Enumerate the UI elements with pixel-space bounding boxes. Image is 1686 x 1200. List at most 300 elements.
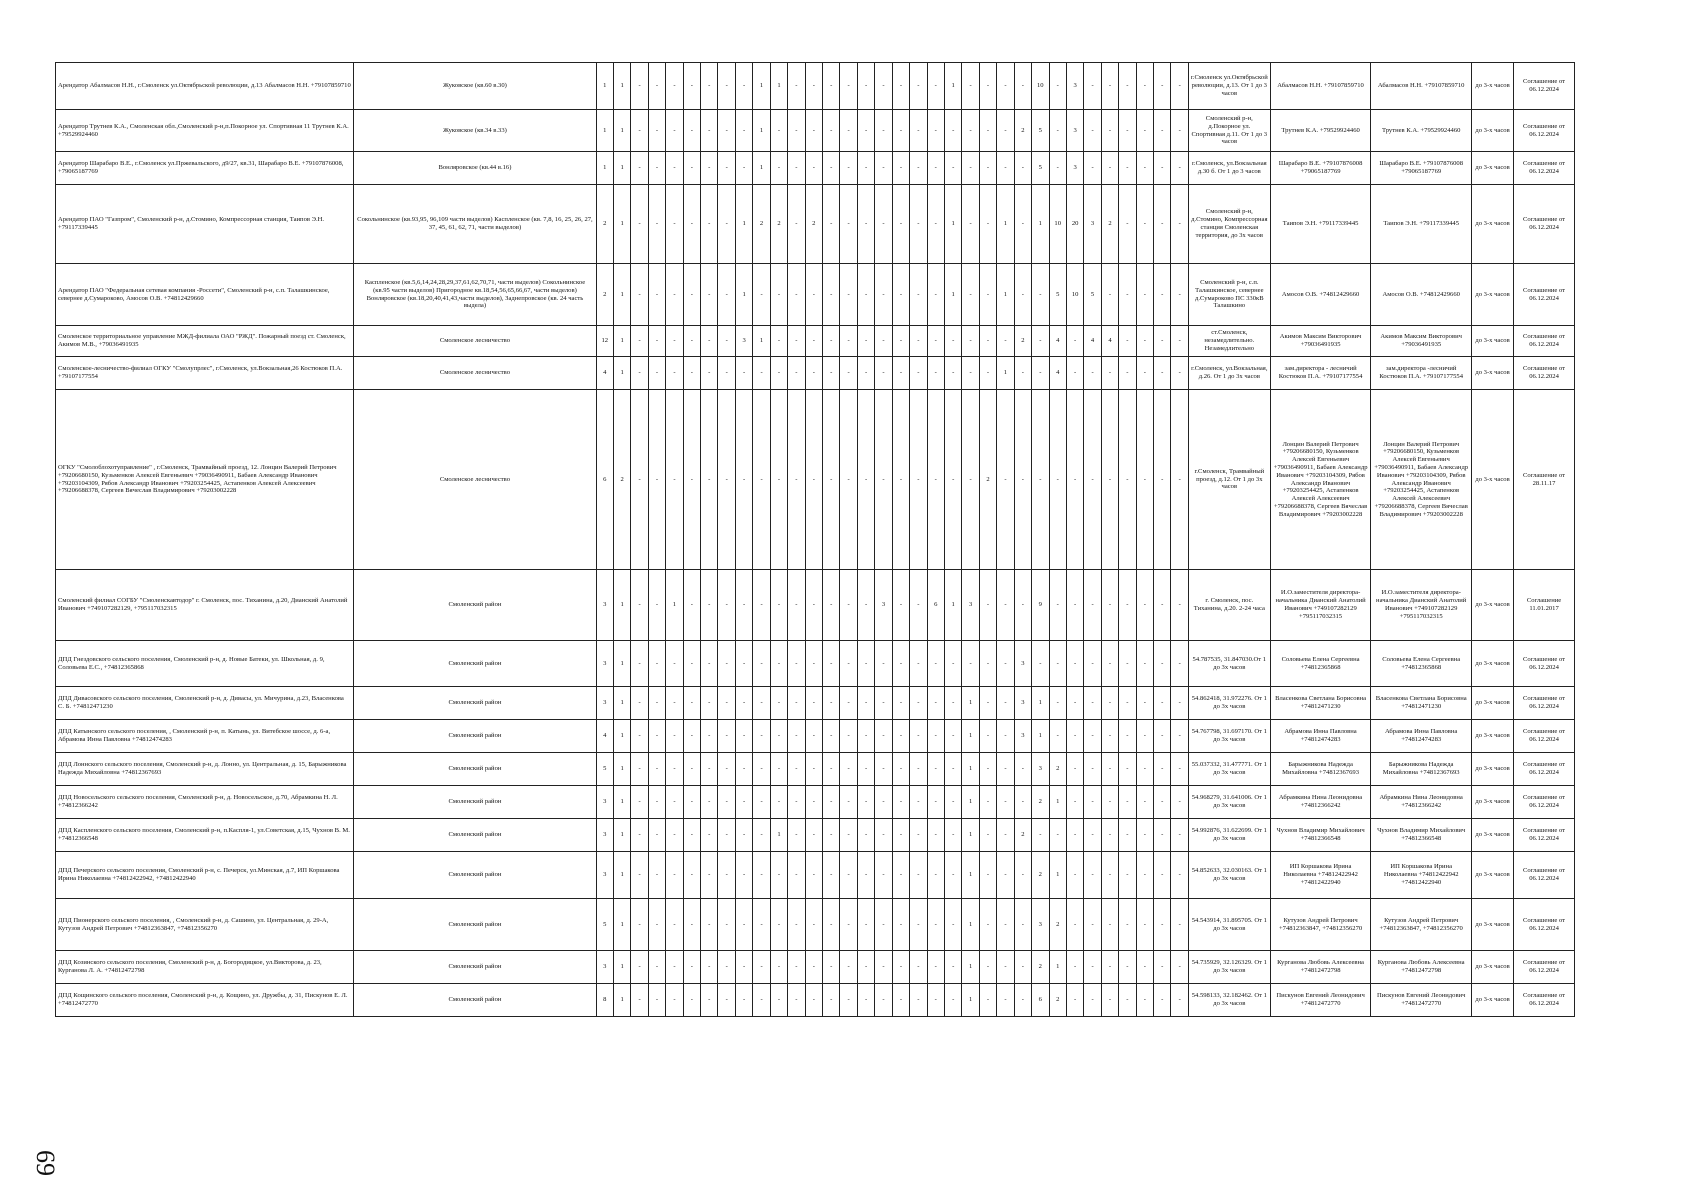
count-cell: -	[1119, 984, 1136, 1017]
table-row	[56, 641, 1575, 687]
count-cell: -	[962, 326, 979, 357]
count-cell: -	[666, 951, 683, 984]
count-cell: -	[805, 390, 822, 570]
count-cell: -	[944, 720, 961, 753]
document-cell: Соглашение от 06.12.2024	[1514, 753, 1575, 786]
responsible-cell: Пискунов Евгений Леонидович +74812472770	[1270, 984, 1371, 1017]
count-cell: -	[631, 185, 648, 264]
count-cell: 1	[753, 326, 770, 357]
term-cell: до 3-х часов	[1471, 110, 1513, 152]
count-cell: -	[735, 641, 752, 687]
count-cell: 2	[1032, 786, 1049, 819]
count-cell: -	[823, 899, 840, 951]
location-cell: Смоленский район	[354, 570, 596, 641]
count-cell: 10	[1032, 63, 1049, 110]
count-cell: -	[753, 786, 770, 819]
count-cell: -	[735, 110, 752, 152]
contact-cell: Лонцин Валерий Петрович +79206680150, Кузьменков Алексей Евгеньевич +79036490911, Бабаев Александр Иванович +79203104309, Рябов Александр Иванович +79203254425, Астапенков Алексей Алексеевич +79206688378, Сергеев Вячеслав Владимирович +79203002228	[1371, 390, 1472, 570]
count-cell: -	[683, 63, 700, 110]
count-cell: -	[648, 357, 665, 390]
count-cell: -	[1154, 264, 1171, 326]
count-cell: -	[892, 641, 909, 687]
count-cell: -	[1119, 819, 1136, 852]
count-cell: -	[718, 185, 735, 264]
count-cell: -	[979, 185, 996, 264]
count-cell: -	[701, 185, 718, 264]
count-cell: -	[805, 899, 822, 951]
location-cell: Смоленское лесничество	[354, 357, 596, 390]
count-cell: -	[1014, 185, 1031, 264]
count-cell: -	[1101, 899, 1118, 951]
count-cell: -	[823, 110, 840, 152]
count-cell: -	[927, 185, 944, 264]
count-cell: -	[1101, 951, 1118, 984]
count-cell: -	[823, 720, 840, 753]
count-cell: -	[701, 264, 718, 326]
count-cell: 1	[613, 786, 630, 819]
count-cell: -	[1014, 951, 1031, 984]
count-cell: -	[875, 720, 892, 753]
count-cell: -	[997, 641, 1014, 687]
count-cell: 3	[596, 786, 613, 819]
count-cell: -	[1154, 819, 1171, 852]
count-cell: 3	[735, 326, 752, 357]
count-cell: -	[1084, 852, 1101, 899]
count-cell: -	[1136, 753, 1153, 786]
count-cell: -	[1154, 951, 1171, 984]
count-cell: -	[718, 951, 735, 984]
count-cell: -	[857, 951, 874, 984]
count-cell: -	[1066, 570, 1083, 641]
count-cell: -	[944, 152, 961, 185]
count-cell: 1	[944, 570, 961, 641]
count-cell: -	[683, 687, 700, 720]
count-cell: -	[1154, 152, 1171, 185]
count-cell: -	[1119, 63, 1136, 110]
count-cell: -	[805, 720, 822, 753]
organization-cell: ДПД Лоннского сельского поселения, Смоленский р-н, д. Лонно, ул. Центральная, д. 15, Барыжникова Надежда Михайловна +74812367693	[56, 753, 354, 786]
count-cell: -	[997, 819, 1014, 852]
count-cell: -	[979, 264, 996, 326]
count-cell: 1	[962, 786, 979, 819]
count-cell: -	[631, 753, 648, 786]
count-cell: 1	[613, 264, 630, 326]
count-cell: -	[997, 390, 1014, 570]
count-cell: -	[788, 852, 805, 899]
count-cell: -	[770, 687, 787, 720]
count-cell: -	[875, 899, 892, 951]
count-cell: -	[1084, 753, 1101, 786]
term-cell: до 3-х часов	[1471, 641, 1513, 687]
count-cell: 1	[613, 753, 630, 786]
count-cell: -	[875, 819, 892, 852]
term-cell: до 3-х часов	[1471, 753, 1513, 786]
count-cell: -	[631, 786, 648, 819]
count-cell: -	[666, 357, 683, 390]
count-cell: -	[718, 720, 735, 753]
count-cell: -	[892, 264, 909, 326]
count-cell: -	[875, 185, 892, 264]
count-cell: 1	[997, 264, 1014, 326]
count-cell: -	[857, 110, 874, 152]
count-cell: -	[910, 63, 927, 110]
organization-cell: ДПД Катынского сельского поселения, , Смоленский р-н, п. Катынь, ул. Витебское шоссе, д. 6-а, Абрамова Инна Павловна +74812474283	[56, 720, 354, 753]
count-cell: 2	[596, 185, 613, 264]
count-cell: 10	[1049, 185, 1066, 264]
count-cell: -	[892, 110, 909, 152]
count-cell: -	[648, 753, 665, 786]
count-cell: -	[892, 984, 909, 1017]
count-cell: -	[840, 641, 857, 687]
count-cell: -	[683, 326, 700, 357]
count-cell: -	[979, 786, 996, 819]
count-cell: -	[1136, 326, 1153, 357]
contact-cell: Кутузов Андрей Петрович +74812363847, +74812356270	[1371, 899, 1472, 951]
count-cell: -	[788, 185, 805, 264]
document-cell: Соглашение от 06.12.2024	[1514, 720, 1575, 753]
count-cell: -	[892, 63, 909, 110]
table-row	[56, 185, 1575, 264]
count-cell: 1	[962, 819, 979, 852]
count-cell: 1	[944, 63, 961, 110]
location-cell: Смоленский район	[354, 720, 596, 753]
count-cell: 5	[596, 753, 613, 786]
table-row	[56, 687, 1575, 720]
count-cell: -	[962, 264, 979, 326]
count-cell: -	[1101, 687, 1118, 720]
count-cell: -	[840, 899, 857, 951]
count-cell: -	[1154, 390, 1171, 570]
count-cell: -	[753, 720, 770, 753]
count-cell: -	[875, 63, 892, 110]
count-cell: -	[962, 357, 979, 390]
count-cell: -	[805, 819, 822, 852]
count-cell: -	[910, 152, 927, 185]
count-cell: 1	[962, 720, 979, 753]
count-cell: -	[1171, 110, 1188, 152]
count-cell: -	[944, 984, 961, 1017]
count-cell: -	[875, 357, 892, 390]
count-cell: -	[1119, 641, 1136, 687]
count-cell: 12	[596, 326, 613, 357]
table-row	[56, 819, 1575, 852]
count-cell: -	[997, 326, 1014, 357]
count-cell: 2	[613, 390, 630, 570]
count-cell: -	[1136, 687, 1153, 720]
count-cell: -	[1171, 819, 1188, 852]
count-cell: -	[1154, 852, 1171, 899]
responsible-cell: Шарабаро В.Е. +79107876008 +79065187769	[1270, 152, 1371, 185]
responsible-cell: И.О.заместителя директора-начальника Дианский Анатолий Иванович +749107282129 +795117032315	[1270, 570, 1371, 641]
table-row	[56, 110, 1575, 152]
count-cell: -	[892, 852, 909, 899]
count-cell: -	[666, 641, 683, 687]
count-cell: -	[1049, 152, 1066, 185]
count-cell: -	[1066, 753, 1083, 786]
responsible-cell: Амосов О.В. +74812429660	[1270, 264, 1371, 326]
count-cell: -	[701, 357, 718, 390]
count-cell: -	[735, 720, 752, 753]
count-cell: 1	[735, 264, 752, 326]
count-cell: -	[683, 390, 700, 570]
contact-cell: Курганова Любовь Алексеевна +74812472798	[1371, 951, 1472, 984]
count-cell: -	[1101, 753, 1118, 786]
count-cell: -	[666, 753, 683, 786]
count-cell: 1	[613, 185, 630, 264]
count-cell: 1	[735, 185, 752, 264]
term-cell: до 3-х часов	[1471, 786, 1513, 819]
count-cell: -	[770, 641, 787, 687]
count-cell: -	[1154, 786, 1171, 819]
location-cell: Жуковское (кв.34 в.33)	[354, 110, 596, 152]
count-cell: -	[875, 687, 892, 720]
count-cell: -	[979, 720, 996, 753]
count-cell: -	[631, 357, 648, 390]
count-cell: -	[944, 951, 961, 984]
count-cell: -	[805, 951, 822, 984]
count-cell: -	[683, 786, 700, 819]
count-cell: -	[805, 753, 822, 786]
count-cell: -	[997, 984, 1014, 1017]
count-cell: -	[892, 951, 909, 984]
count-cell: -	[1084, 984, 1101, 1017]
document-cell: Соглашение от 06.12.2024	[1514, 264, 1575, 326]
count-cell: 3	[1014, 687, 1031, 720]
count-cell: -	[979, 326, 996, 357]
count-cell: -	[718, 326, 735, 357]
organization-cell: Смоленское территориальное управление МЖД-филиала ОАО "РЖД". Пожарный поезд ст. Смоленск, Акимов М.В., +79036491935	[56, 326, 354, 357]
count-cell: -	[979, 984, 996, 1017]
count-cell: -	[857, 390, 874, 570]
document-cell: Соглашение 11.01.2017	[1514, 570, 1575, 641]
count-cell: -	[944, 390, 961, 570]
count-cell: -	[1154, 984, 1171, 1017]
count-cell: -	[997, 753, 1014, 786]
count-cell: -	[997, 63, 1014, 110]
count-cell: 1	[613, 687, 630, 720]
count-cell: -	[1084, 357, 1101, 390]
organization-cell: Арендатор Абалмасов Н.Н., г.Смоленск ул.Октябрьской революции, д.13 Абалмасов Н.Н. +79107859710	[56, 63, 354, 110]
count-cell: 1	[962, 951, 979, 984]
count-cell: -	[718, 152, 735, 185]
count-cell: -	[1014, 984, 1031, 1017]
count-cell: -	[857, 641, 874, 687]
count-cell: -	[631, 570, 648, 641]
location-cell: Жуковское (кв.60 в.30)	[354, 63, 596, 110]
count-cell: -	[770, 152, 787, 185]
count-cell: 2	[1049, 753, 1066, 786]
count-cell: -	[701, 819, 718, 852]
count-cell: 9	[1032, 570, 1049, 641]
count-cell: -	[857, 687, 874, 720]
contact-cell: Абрамкина Нина Леонидовна +74812366242	[1371, 786, 1472, 819]
count-cell: -	[718, 641, 735, 687]
count-cell: -	[927, 110, 944, 152]
count-cell: 4	[1101, 326, 1118, 357]
term-cell: до 3-х часов	[1471, 63, 1513, 110]
count-cell: 1	[770, 63, 787, 110]
count-cell: -	[1136, 984, 1153, 1017]
count-cell: -	[875, 110, 892, 152]
count-cell: -	[648, 264, 665, 326]
count-cell: -	[910, 570, 927, 641]
organization-cell: ОГКУ "Смолоблохотуправление" , г.Смоленск, Трамвайный проезд, 12. Лонцин Валерий Петрович +79206680150, Кузьменков Алексей Евгеньевич +79036490911, Бабаев Александр Иванович +79203104309, Рябов Александр Иванович +79203254425, Астапенков Алексей Алексеевич +79206688378, Сергеев Вячеслав Владимирович +79203002228	[56, 390, 354, 570]
count-cell: -	[1032, 357, 1049, 390]
address-cell: ст.Смоленск, незамедлительно. Незамедлительно	[1188, 326, 1270, 357]
count-cell: -	[788, 786, 805, 819]
count-cell: -	[648, 951, 665, 984]
count-cell: -	[823, 852, 840, 899]
count-cell: -	[823, 185, 840, 264]
organization-cell: ДПД Дивасовского сельского поселения, Смоленский р-н, д. Дивасы, ул. Мичурина, д.23, Власенкова С. Б. +74812471230	[56, 687, 354, 720]
count-cell: -	[1014, 570, 1031, 641]
count-cell: 3	[1032, 753, 1049, 786]
count-cell: -	[666, 687, 683, 720]
count-cell: -	[648, 63, 665, 110]
responsible-cell: ИП Коршакова Ирина Николаевна +74812422942 +74812422940	[1270, 852, 1371, 899]
organization-cell: ДПД Печерского сельского поселения, Смоленский р-н, с. Печерск, ул.Минская, д.7, ИП Коршакова Ирина Николаевна +74812422942, +74812422940	[56, 852, 354, 899]
count-cell: 1	[944, 185, 961, 264]
count-cell: -	[927, 753, 944, 786]
address-cell: 54.735929, 32.126329. От 1 до 3х часов	[1188, 951, 1270, 984]
count-cell: -	[1084, 899, 1101, 951]
count-cell: -	[910, 720, 927, 753]
count-cell: 3	[1014, 720, 1031, 753]
count-cell: -	[753, 899, 770, 951]
location-cell: Каспленское (кв.5,6,14,24,28,29,37,61,62,70,71, части выделов) Сокольнинское (кв.95 части выделов) Пригородное кв.18,54,56,65,66,67, части выделов) Вонлярoвское (кв.18,20,40,41,43,части выделов), Заднепровское (кв. 24 часть выдела)	[354, 264, 596, 326]
count-cell: -	[735, 899, 752, 951]
count-cell: -	[1136, 152, 1153, 185]
count-cell: -	[962, 390, 979, 570]
count-cell: 3	[1066, 63, 1083, 110]
count-cell: -	[1154, 63, 1171, 110]
organization-cell: ДПД Пионерского сельского поселения, , Смоленский р-н, д. Сашино, ул. Центральная, д. 29-А, Кутузов Андрей Петрович +74812363847, +74812356270	[56, 899, 354, 951]
count-cell: -	[788, 753, 805, 786]
count-cell: 2	[753, 185, 770, 264]
count-cell: -	[1136, 110, 1153, 152]
count-cell: -	[1066, 390, 1083, 570]
count-cell: -	[1154, 753, 1171, 786]
count-cell: 1	[613, 326, 630, 357]
count-cell: -	[701, 326, 718, 357]
count-cell: -	[683, 110, 700, 152]
count-cell: -	[927, 357, 944, 390]
contact-cell: Таипов Э.Н. +79117339445	[1371, 185, 1472, 264]
count-cell: -	[962, 63, 979, 110]
count-cell: -	[979, 63, 996, 110]
count-cell: -	[1049, 110, 1066, 152]
count-cell: -	[1101, 264, 1118, 326]
count-cell: -	[788, 951, 805, 984]
count-cell: -	[701, 951, 718, 984]
count-cell: -	[788, 63, 805, 110]
count-cell: -	[962, 152, 979, 185]
location-cell: Смоленский район	[354, 852, 596, 899]
location-cell: Смоленский район	[354, 786, 596, 819]
count-cell: -	[735, 63, 752, 110]
table-row	[56, 570, 1575, 641]
count-cell: 1	[613, 720, 630, 753]
count-cell: -	[1014, 852, 1031, 899]
responsible-cell: Лонцин Валерий Петрович +79206680150, Кузьменков Алексей Евгеньевич +79036490911, Бабаев Александр Иванович +79203104309, Рябов Александр Иванович +79203254425, Астапенков Алексей Алексеевич +79206688378, Сергеев Вячеслав Владимирович +79203002228	[1270, 390, 1371, 570]
count-cell: -	[666, 984, 683, 1017]
count-cell: 3	[596, 687, 613, 720]
organization-cell: Арендатор Трутнев К.А., Смоленская обл.,Смоленский р-н,п.Покорное ул. Спортивная 11 Трутнев К.А. +79529924460	[56, 110, 354, 152]
count-cell: -	[1171, 326, 1188, 357]
count-cell: -	[631, 687, 648, 720]
count-cell: -	[735, 819, 752, 852]
count-cell: -	[997, 152, 1014, 185]
count-cell: -	[962, 185, 979, 264]
contact-cell: Амосов О.В. +74812429660	[1371, 264, 1472, 326]
count-cell: -	[927, 687, 944, 720]
count-cell: -	[718, 570, 735, 641]
count-cell: -	[927, 819, 944, 852]
count-cell: -	[666, 264, 683, 326]
term-cell: до 3-х часов	[1471, 570, 1513, 641]
count-cell: 1	[596, 152, 613, 185]
count-cell: -	[805, 152, 822, 185]
count-cell: -	[1136, 951, 1153, 984]
count-cell: 1	[962, 687, 979, 720]
count-cell: -	[910, 753, 927, 786]
count-cell: -	[718, 63, 735, 110]
count-cell: 1	[962, 753, 979, 786]
count-cell: -	[1119, 326, 1136, 357]
count-cell: -	[840, 357, 857, 390]
count-cell: -	[701, 152, 718, 185]
table-row	[56, 357, 1575, 390]
count-cell: -	[1119, 786, 1136, 819]
count-cell: -	[875, 390, 892, 570]
address-cell: 54.852633, 32.030163. От 1 до 3х часов	[1188, 852, 1270, 899]
count-cell: -	[1136, 786, 1153, 819]
count-cell: -	[770, 984, 787, 1017]
count-cell: -	[718, 819, 735, 852]
count-cell: -	[648, 687, 665, 720]
count-cell: 1	[613, 110, 630, 152]
term-cell: до 3-х часов	[1471, 984, 1513, 1017]
term-cell: до 3-х часов	[1471, 720, 1513, 753]
count-cell: -	[1049, 687, 1066, 720]
term-cell: до 3-х часов	[1471, 357, 1513, 390]
count-cell: -	[1136, 570, 1153, 641]
count-cell: -	[1171, 984, 1188, 1017]
count-cell: -	[857, 570, 874, 641]
count-cell: -	[631, 110, 648, 152]
count-cell: -	[1084, 390, 1101, 570]
count-cell: -	[875, 984, 892, 1017]
count-cell: -	[770, 570, 787, 641]
address-cell: 54.598133, 32.182462. От 1 до 3х часов	[1188, 984, 1270, 1017]
count-cell: 2	[979, 390, 996, 570]
count-cell: -	[701, 641, 718, 687]
count-cell: 3	[596, 852, 613, 899]
count-cell: -	[997, 687, 1014, 720]
count-cell: 2	[770, 185, 787, 264]
location-cell: Смоленский район	[354, 819, 596, 852]
term-cell: до 3-х часов	[1471, 185, 1513, 264]
count-cell: -	[683, 819, 700, 852]
count-cell: 2	[1014, 326, 1031, 357]
term-cell: до 3-х часов	[1471, 951, 1513, 984]
count-cell: -	[770, 899, 787, 951]
count-cell: -	[805, 852, 822, 899]
count-cell: -	[718, 852, 735, 899]
count-cell: -	[823, 984, 840, 1017]
count-cell: -	[944, 326, 961, 357]
count-cell: -	[1084, 687, 1101, 720]
